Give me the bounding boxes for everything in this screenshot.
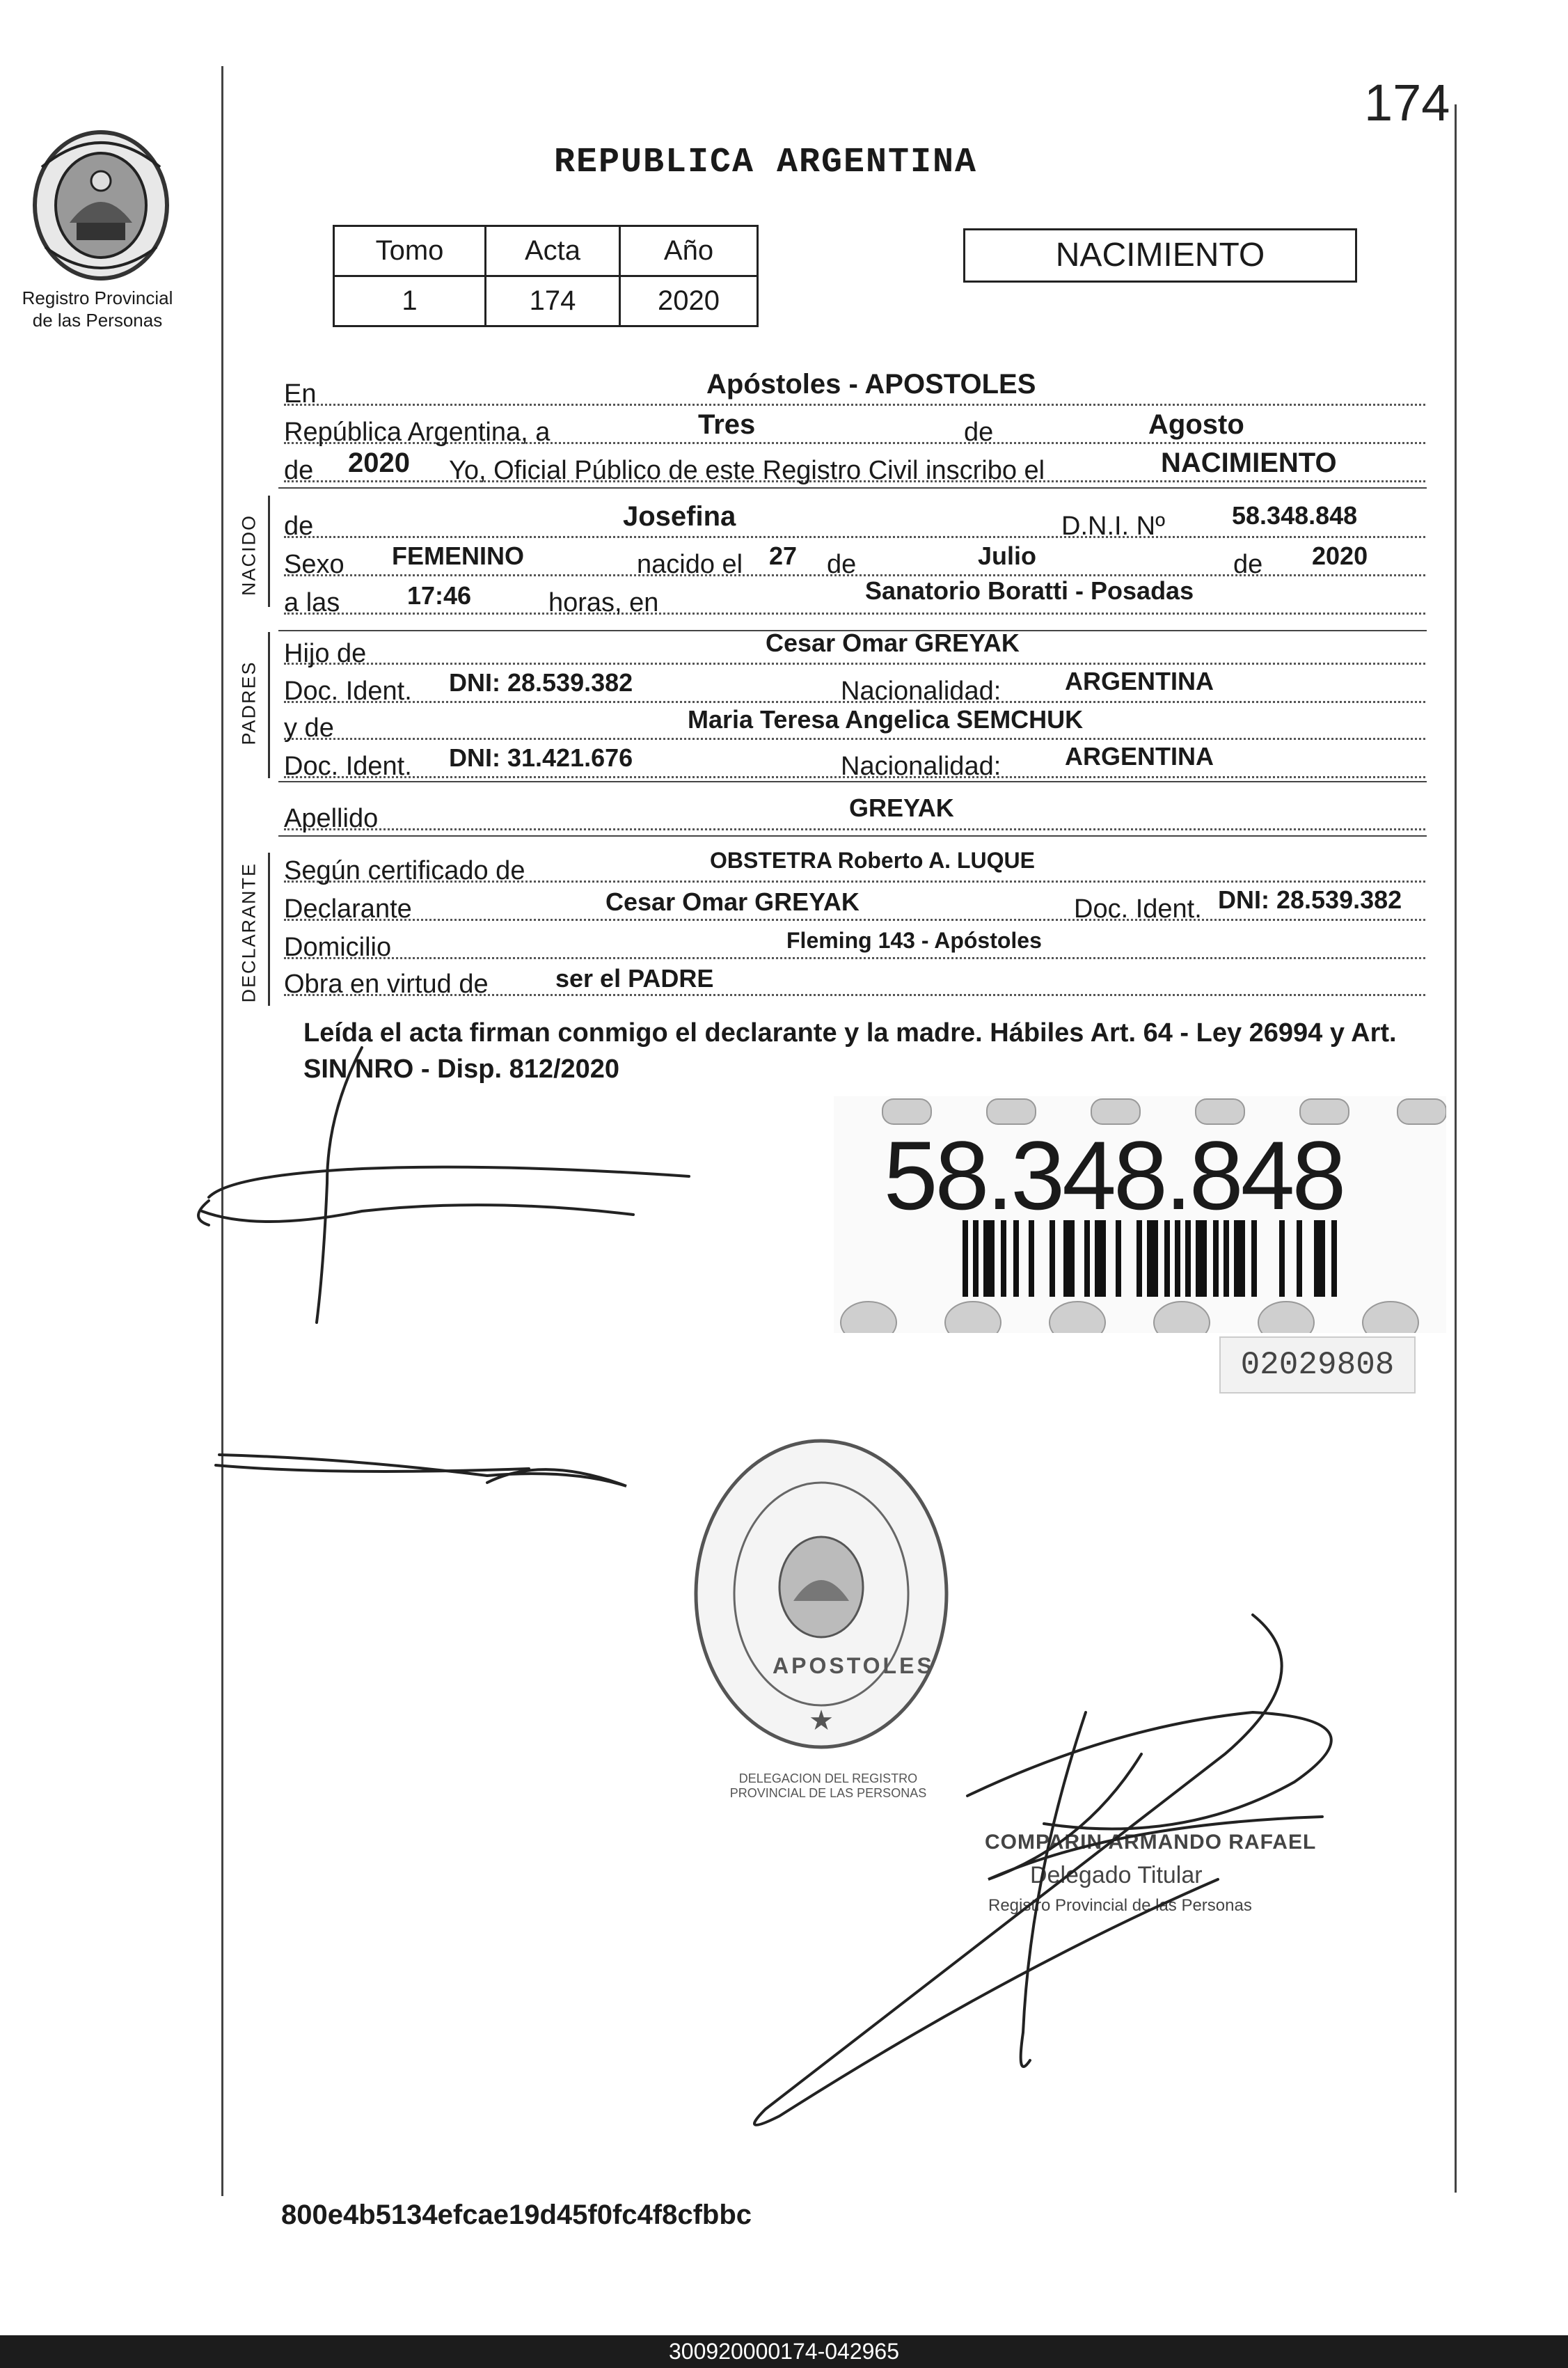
header-tomo: Tomo (334, 226, 486, 276)
section-padres: PADRES (238, 661, 260, 745)
field-hora: 17:46 (407, 581, 472, 610)
label-domicilio: Domicilio (284, 933, 392, 962)
field-domicilio: Fleming 143 - Apóstoles (786, 928, 1042, 953)
field-anio: 2020 (348, 448, 410, 478)
label-apellido: Apellido (284, 804, 379, 833)
field-mes: Agosto (1148, 409, 1244, 440)
label-nacido-el: nacido el (637, 550, 743, 579)
field-dia: Tres (698, 409, 756, 440)
page-number: 174 (1364, 74, 1450, 132)
header-acta: Acta (486, 226, 620, 276)
label-hijo-de: Hijo de (284, 639, 367, 668)
field-lugar-nac: Sanatorio Boratti - Posadas (865, 576, 1194, 605)
label-de-mes-nac: de (827, 550, 857, 579)
section-nacido: NACIDO (238, 514, 260, 597)
logo-caption: Registro Provincial de las Personas (22, 287, 173, 331)
field-dni-madre: DNI: 31.421.676 (449, 743, 633, 772)
label-doc-ident-declarante: Doc. Ident. (1074, 894, 1202, 924)
official-org: Registro Provincial de las Personas (988, 1896, 1252, 1915)
official-role: Delegado Titular (1030, 1862, 1203, 1888)
seal-inner-text: APOSTOLES (773, 1653, 935, 1678)
label-dni: D.N.I. Nº (1061, 512, 1165, 541)
label-a-las: a las (284, 588, 340, 617)
header-anio: Año (620, 226, 758, 276)
field-padre: Cesar Omar GREYAK (766, 629, 1020, 657)
field-apellido: GREYAK (849, 794, 954, 822)
label-de-anio: de (284, 456, 314, 485)
label-en: En (284, 379, 317, 409)
field-dni-padre: DNI: 28.539.382 (449, 668, 633, 697)
section-declarante: DECLARANTE (238, 862, 260, 1003)
footer-code: 300920000174-042965 (669, 2339, 899, 2364)
id-number: 58.348.848 (883, 1121, 1344, 1230)
label-nacionalidad-padre: Nacionalidad: (841, 677, 1001, 706)
label-sexo: Sexo (284, 550, 345, 579)
closing-note: Leída el acta firman conmigo el declarante y la madre. Hábiles Art. 64 - Ley 26994 y Art. SIN NRO - Disp. 812/2020 (303, 1018, 1397, 1084)
value-acta: 174 (486, 276, 620, 326)
label-obra-en-virtud: Obra en virtud de (284, 970, 489, 999)
field-nombre: Josefina (623, 501, 736, 532)
record-type-box: NACIMIENTO (963, 228, 1357, 283)
label-segun-certificado: Según certificado de (284, 856, 525, 885)
field-sexo: FEMENINO (392, 542, 525, 570)
label-declarante: Declarante (284, 894, 412, 924)
label-de-nombre: de (284, 512, 314, 541)
label-y-de: y de (284, 713, 334, 743)
field-nac-padre: ARGENTINA (1065, 667, 1214, 695)
field-mes-nac: Julio (978, 542, 1037, 570)
label-de-mes: de (964, 418, 994, 447)
value-anio: 2020 (620, 276, 758, 326)
official-name: COMPARIN ARMANDO RAFAEL (985, 1831, 1317, 1854)
control-number: 02029808 (1219, 1336, 1416, 1394)
document-title: REPUBLICA ARGENTINA (553, 143, 978, 182)
field-lugar: Apóstoles - APOSTOLES (706, 369, 1036, 400)
seal-outer-text: DELEGACION DEL REGISTRO PROVINCIAL DE LAS PERSONAS (729, 1771, 927, 1800)
label-doc-ident-madre: Doc. Ident. (284, 752, 412, 781)
value-tomo: 1 (334, 276, 486, 326)
field-dia-nac: 27 (769, 542, 798, 570)
field-declarante: Cesar Omar GREYAK (605, 887, 860, 916)
label-horas-en: horas, en (548, 588, 659, 617)
label-de-anio-nac: de (1233, 550, 1263, 579)
field-dni: 58.348.848 (1232, 501, 1358, 530)
field-madre: Maria Teresa Angelica SEMCHUK (688, 705, 1084, 734)
field-acto: NACIMIENTO (1161, 448, 1337, 478)
field-anio-nac: 2020 (1312, 542, 1368, 570)
field-certificado: OBSTETRA Roberto A. LUQUE (710, 848, 1035, 873)
label-republica: República Argentina, a (284, 418, 551, 447)
field-dni-declarante: DNI: 28.539.382 (1218, 885, 1402, 914)
field-nac-madre: ARGENTINA (1065, 742, 1214, 771)
label-yo-oficial: Yo, Oficial Público de este Registro Civil inscribo el (449, 456, 1045, 485)
label-nacionalidad-madre: Nacionalidad: (841, 752, 1001, 781)
document-hash: 800e4b5134efcae19d45f0fc4f8cfbbc (281, 2200, 752, 2230)
label-doc-ident-padre: Doc. Ident. (284, 677, 412, 706)
svg-text:★: ★ (809, 1705, 834, 1736)
field-virtud: ser el PADRE (555, 964, 714, 993)
